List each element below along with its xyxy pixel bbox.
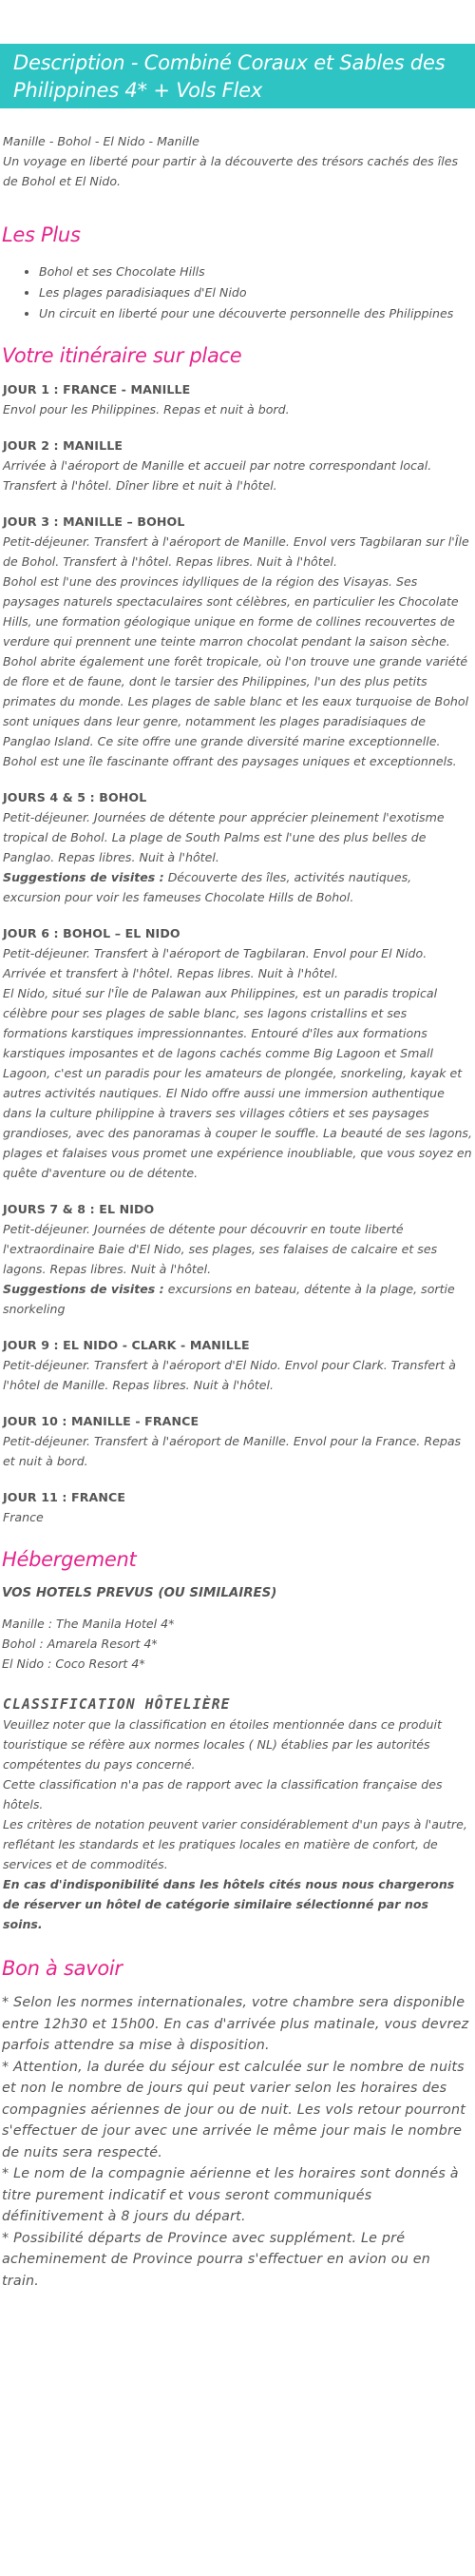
classification-line: Veuillez noter que la classification en étoiles mentionnée dans ce produit touristique se réfère aux normes locales ( NL) établies par les autorités compétentes du pays concerné. — [3, 1717, 442, 1772]
list-item: • Bohol et ses Chocolate Hills — [39, 261, 475, 282]
hotel-list — [0, 1614, 475, 1674]
day-7-8 — [0, 1199, 472, 1319]
suggestions-label: Suggestions de visites : — [3, 1282, 164, 1296]
page — [0, 44, 475, 2292]
classification-heading: CLASSIFICATION HÔTELIÈRE — [3, 1696, 231, 1713]
day-3 — [0, 512, 472, 771]
classification-note: En cas d'indisponibilité dans les hôtels cités nous nous chargerons de réserver un hôtel de catégorie similaire sélectionné par nos soins. — [3, 1877, 455, 1931]
classification-line: Les critères de notation peuvent varier considérablement d'un pays à l'autre, reflétant les standards et les pratiques locales en matière de confort, de services et de commodités. — [3, 1817, 467, 1871]
day-9 — [0, 1335, 472, 1395]
day-title: JOURS 7 & 8 : EL NIDO — [3, 1202, 155, 1216]
section-title-bon-a-savoir: Bon à savoir — [2, 1957, 123, 1980]
day-title: JOUR 6 : BOHOL – EL NIDO — [3, 926, 180, 940]
day-text: France — [3, 1510, 44, 1524]
day-1 — [0, 379, 472, 419]
hotels-heading: VOS HOTELS PREVUS (OU SIMILAIRES) — [2, 1586, 277, 1600]
suggestions-label: Suggestions de visites : — [3, 870, 164, 884]
day-4-5 — [0, 787, 472, 907]
classification-text — [0, 1714, 472, 1934]
day-11 — [0, 1487, 472, 1527]
bon-a-savoir-line: * Selon les normes internationales, votre chambre sera disponible entre 12h30 et 15h00. En cas d'arrivée plus matinale, vous devrez parfois attendre sa mise à disposition. — [2, 1995, 469, 2053]
intro-text: Un voyage en liberté pour partir à la découverte des trésors cachés des îles de Bohol et El Nido. — [3, 154, 458, 188]
day-title: JOUR 3 : MANILLE – BOHOL — [3, 514, 185, 529]
bon-a-savoir-line: * Attention, la durée du séjour est calculée sur le nombre de nuits et non le nombre de jours qui peut varier selon les horaires des compagnies aériennes de jour ou de nuit. Les vols retour pourront s'effectuer de jour avec une arrivée le même jour mais le nombre de nuits sera respecté. — [2, 2059, 466, 2160]
day-text: El Nido, situé sur l'Île de Palawan aux Philippines, est un paradis tropical célèbre pour ses plages de sable blanc, ses lagons cristallins et ses formations karstiques impressionnantes. Entouré d'îles aux formations karstiques imposantes et de lagons cachés comme Big Lagoon et Small Lagoon, c'est un paradis pour les amateurs de plongée, snorkeling, kayak et autres activités nautiques. El Nido offre aussi une immersion authentique dans la culture philippine à travers ses villages côtiers et ses paysages grandioses, avec des panoramas à couper le souffle. La beauté de ses lagons, plages et falaises vous promet une expérience inoubliable, que vous soyez en quête d'aventure ou de détente. — [3, 986, 472, 1180]
bon-a-savoir-text — [0, 1992, 469, 2292]
day-text: Petit-déjeuner. Journées de détente pour apprécier pleinement l'exotisme tropical de Bohol. La plage de South Palms est l'une des plus belles de Panglao. Repas libres. Nuit à l'hôtel. — [3, 810, 445, 864]
suggestions-text: Découverte des îles, activités nautiques, excursion pour voir les fameuses Chocolate Hills de Bohol. — [3, 870, 412, 904]
day-title: JOUR 10 : MANILLE - FRANCE — [3, 1414, 200, 1428]
day-text: Petit-déjeuner. Transfert à l'aéroport de Manille. Envol vers Tagbilaran sur l'Île de Bohol. Transfert à l'hôtel. Repas libres. Nuit à l'hôtel. — [3, 534, 469, 569]
day-2 — [0, 436, 472, 495]
section-title-les-plus: Les Plus — [2, 223, 81, 246]
suggestions-text: excursions en bateau, détente à la plage, sortie snorkeling — [3, 1282, 455, 1316]
list-item: • Les plages paradisiaques d'El Nido — [39, 282, 475, 303]
day-text: Petit-déjeuner. Transfert à l'aéroport de Tagbilaran. Envol pour El Nido. Arrivée et transfert à l'hôtel. Repas libres. Nuit à l'hôtel. — [3, 946, 428, 980]
day-title: JOUR 1 : FRANCE - MANILLE — [3, 382, 191, 397]
section-title-itinerary: Votre itinéraire sur place — [2, 344, 242, 367]
day-text: Arrivée à l'aéroport de Manille et accueil par notre correspondant local. Transfert à l'hôtel. Dîner libre et nuit à l'hôtel. — [3, 458, 432, 493]
banner-title: Description - Combiné Coraux et Sables des Philippines 4* + Vols Flex — [0, 44, 475, 108]
list-item: El Nido : Coco Resort 4* — [2, 1656, 145, 1671]
list-item: Bohol : Amarela Resort 4* — [2, 1637, 158, 1651]
day-10 — [0, 1411, 472, 1471]
bon-a-savoir-line: * Le nom de la compagnie aérienne et les horaires sont donnés à titre purement indicatif et vous seront communiqués définitivement à 8 jours du départ. — [2, 2166, 459, 2224]
day-title: JOUR 9 : EL NIDO - CLARK - MANILLE — [3, 1338, 250, 1352]
day-title: JOURS 4 & 5 : BOHOL — [3, 790, 147, 804]
day-title: JOUR 11 : FRANCE — [3, 1490, 126, 1504]
day-text: Envol pour les Philippines. Repas et nuit à bord. — [3, 402, 290, 416]
day-text: Petit-déjeuner. Transfert à l'aéroport de Manille. Envol pour la France. Repas et nuit à bord. — [3, 1434, 462, 1468]
bon-a-savoir-line: * Possibilité départs de Province avec supplément. Le pré acheminement de Province pourra s'effectuer en avion ou en train. — [2, 2230, 431, 2289]
list-item: • Un circuit en liberté pour une découverte personnelle des Philippines — [39, 303, 475, 324]
list-item: Manille : The Manila Hotel 4* — [2, 1617, 175, 1631]
plus-list — [0, 261, 475, 324]
day-suggestions — [3, 867, 472, 907]
day-suggestions — [3, 1279, 472, 1319]
day-title: JOUR 2 : MANILLE — [3, 438, 124, 453]
day-text: Petit-déjeuner. Journées de détente pour découvrir en toute liberté l'extraordinaire Baie d'El Nido, ses plages, ses falaises de calcaire et ses lagons. Repas libres. Nuit à l'hôtel. — [3, 1222, 438, 1276]
section-title-hebergement: Hébergement — [2, 1548, 137, 1571]
intro — [0, 131, 468, 191]
intro-route: Manille - Bohol - El Nido - Manille — [3, 134, 200, 148]
classification-line: Cette classification n'a pas de rapport avec la classification française des hôtels. — [3, 1777, 443, 1811]
day-text: Bohol est l'une des provinces idylliques de la région des Visayas. Ses paysages naturels spectaculaires sont célèbres, en particulier les Chocolate Hills, une formation géologique unique en forme de collines recouvertes de verdure qui prennent une teinte marron chocolat pendant la saison sèche. Bohol abrite également une forêt tropicale, où l'on trouve une grande variété de flore et de faune, dont le tarsier des Philippines, l'un des plus petits primates du monde. Les plages de sable blanc et les eaux turquoise de Bohol sont uniques dans leur genre, notamment les plages paradisiaques de Panglao Island. Ce site offre une grande diversité marine exceptionnelle. Bohol est une île fascinante offrant des paysages uniques et exceptionnels. — [3, 574, 469, 768]
day-6 — [0, 923, 472, 1183]
day-text: Petit-déjeuner. Transfert à l'aéroport d'El Nido. Envol pour Clark. Transfert à l'hôtel de Manille. Repas libres. Nuit à l'hôtel. — [3, 1358, 456, 1392]
